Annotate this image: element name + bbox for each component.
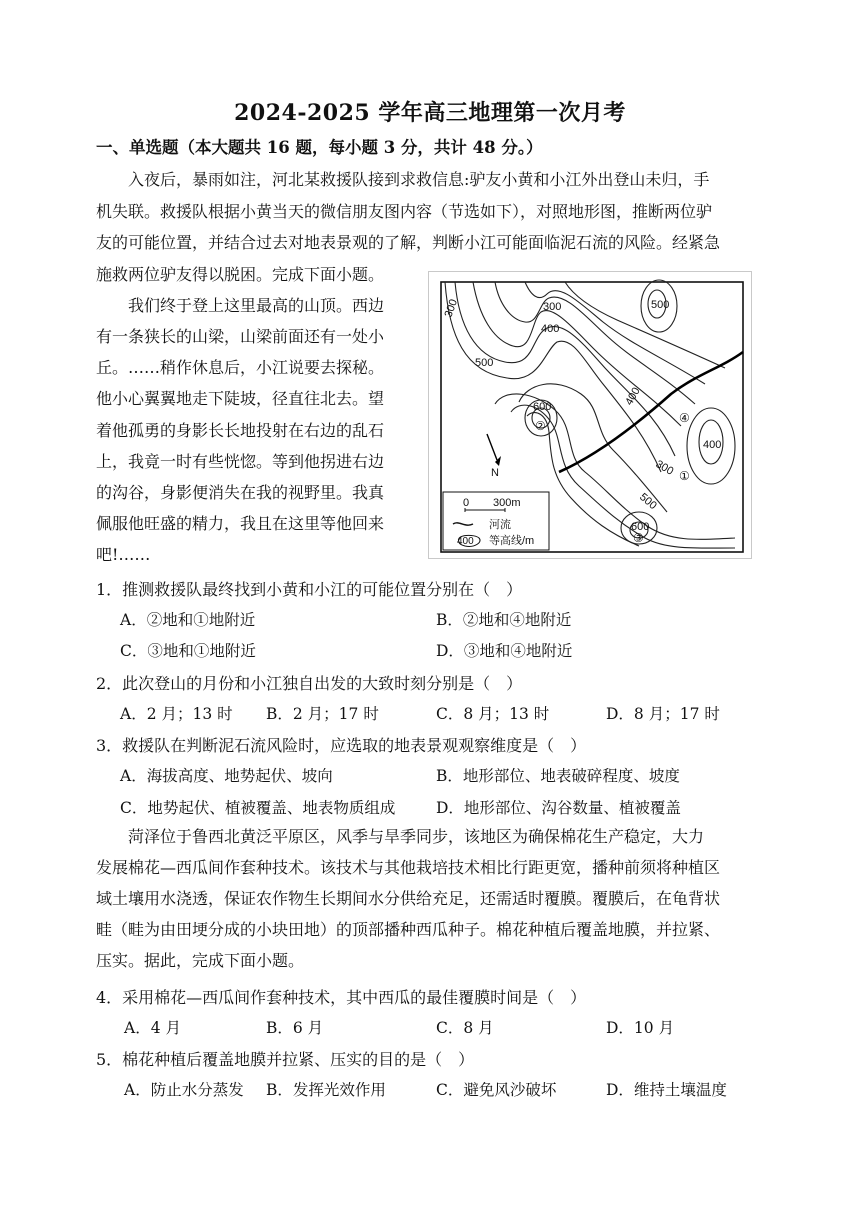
passage1-line-2: 机失联。救援队根据小黄当天的微信朋友图内容（节选如下），对照地形图，推断两位驴 <box>96 202 713 221</box>
passage2-line-5: 压实。据此，完成下面小题。 <box>96 951 305 970</box>
question-3-stem: 3．救援队在判断泥石流风险时，应选取的地表景观观察维度是（ ） <box>96 736 587 755</box>
point-label-2: ② <box>535 419 546 433</box>
question-4-option-c[interactable]: C．8 月 <box>436 1019 494 1037</box>
question-4-stem: 4．采用棉花—西瓜间作套种技术，其中西瓜的最佳覆膜时间是（ ） <box>96 988 587 1007</box>
excerpt-line-1: 我们终于登上这里最高的山顶。西边 <box>128 296 385 315</box>
passage1-line-3: 友的可能位置，并结合过去对地表景观的了解，判断小江可能面临泥石流的风险。经紧急 <box>96 233 721 252</box>
question-2-option-d[interactable]: D．8 月；17 时 <box>606 705 720 723</box>
contour-label: 300 <box>442 297 461 320</box>
excerpt-line-3: 丘。……稍作休息后，小江说要去探秘。 <box>96 358 385 377</box>
question-5-option-b[interactable]: B．发挥光效作用 <box>266 1081 386 1099</box>
question-1-option-c[interactable]: C．③地和①地附近 <box>120 642 256 660</box>
legend-contour-value: 400 <box>457 536 474 547</box>
question-4-option-b[interactable]: B．6 月 <box>266 1019 324 1037</box>
passage1-line-1: 入夜后，暴雨如注，河北某救援队接到求救信息:驴友小黄和小江外出登山未归，手 <box>128 170 710 189</box>
question-4-option-d[interactable]: D．10 月 <box>606 1019 675 1037</box>
question-1-option-d[interactable]: D．③地和④地附近 <box>436 642 573 660</box>
scale-distance: 300m <box>493 497 521 509</box>
excerpt-line-2: 有一条狭长的山梁，山梁前面还有一处小 <box>96 327 385 346</box>
passage2-line-1: 菏泽位于鲁西北黄泛平原区，风季与旱季同步，该地区为确保棉花生产稳定，大力 <box>128 827 705 846</box>
contour-label: 400 <box>541 323 560 335</box>
excerpt-line-5: 着他孤勇的身影长长地投射在右边的乱石 <box>96 421 385 440</box>
page-title: 2024-2025 学年高三地理第一次月考 <box>234 100 626 126</box>
section-heading: 一、单选题（本大题共 16 题，每小题 3 分，共计 48 分。） <box>96 138 543 157</box>
question-1-option-a[interactable]: A．②地和①地附近 <box>120 611 256 629</box>
question-5-stem: 5．棉花种植后覆盖地膜并拉紧、压实的目的是（ ） <box>96 1050 475 1069</box>
question-1-stem: 1．推测救援队最终找到小黄和小江的可能位置分别在（ ） <box>96 580 523 599</box>
passage2-line-4: 畦（畦为由田埂分成的小块田地）的顶部播种西瓜种子。棉花种植后覆盖地膜，并拉紧、 <box>96 920 721 939</box>
north-arrow-icon <box>487 434 501 466</box>
question-2-option-a[interactable]: A．2 月；13 时 <box>120 705 233 723</box>
question-2-option-b[interactable]: B．2 月；17 时 <box>266 705 379 723</box>
excerpt-line-7: 的沟谷，身影便消失在我的视野里。我真 <box>96 483 385 502</box>
point-label-4: ④ <box>679 411 690 425</box>
question-2-option-c[interactable]: C．8 月；13 时 <box>436 705 550 723</box>
point-label-1: ① <box>679 469 690 483</box>
question-4-option-a[interactable]: A．4 月 <box>124 1019 181 1037</box>
contour-map-figure <box>435 276 747 556</box>
contour-line <box>455 282 675 456</box>
legend-contour-label: 等高线/m <box>489 535 535 547</box>
contour-label: 300 <box>543 301 562 313</box>
question-3-option-b[interactable]: B．地形部位、地表破碎程度、坡度 <box>436 767 680 785</box>
question-5-option-a[interactable]: A．防止水分蒸发 <box>124 1081 244 1099</box>
contour-map <box>428 271 752 559</box>
excerpt-line-8: 佩服他旺盛的精力，我且在这里等他回来 <box>96 514 385 533</box>
question-2-stem: 2．此次登山的月份和小江独自出发的大致时刻分别是（ ） <box>96 674 523 693</box>
question-3-option-d[interactable]: D．地形部位、沟谷数量、植被覆盖 <box>436 799 681 817</box>
scale-zero: 0 <box>463 497 470 509</box>
contour-label: 600 <box>631 521 650 533</box>
contour-label: 300 <box>653 458 676 478</box>
north-label: N <box>491 467 499 479</box>
excerpt-line-6: 上，我竟一时有些恍惚。等到他拐进右边 <box>96 452 385 471</box>
contour-label: 500 <box>651 299 670 311</box>
contour-label: 500 <box>475 357 494 369</box>
contour-label: 400 <box>703 439 722 451</box>
point-label-3: ③ <box>633 531 644 545</box>
passage1-line-4: 施救两位驴友得以脱困。完成下面小题。 <box>96 265 385 284</box>
question-5-option-d[interactable]: D．维持土壤温度 <box>606 1081 727 1099</box>
contour-label: 400 <box>623 385 643 408</box>
contour-line <box>565 282 725 368</box>
passage2-line-2: 发展棉花—西瓜间作套种技术。该技术与其他栽培技术相比行距更宽，播种前须将种植区 <box>96 858 721 877</box>
contour-label: 600 <box>533 401 552 413</box>
passage2-line-3: 域土壤用水浇透，保证农作物生长期间水分供给充足，还需适时覆膜。覆膜后，在龟背状 <box>96 889 721 908</box>
contour-line <box>473 282 681 426</box>
question-3-option-c[interactable]: C．地势起伏、植被覆盖、地表物质组成 <box>120 799 396 817</box>
question-5-option-c[interactable]: C．避免风沙破坏 <box>436 1081 557 1099</box>
contour-label: 500 <box>637 491 659 513</box>
question-1-option-b[interactable]: B．②地和④地附近 <box>436 611 572 629</box>
excerpt-line-4: 他小心翼翼地走下陡坡，径直往北去。望 <box>96 389 385 408</box>
question-3-option-a[interactable]: A．海拔高度、地势起伏、坡向 <box>120 767 333 785</box>
legend-river-label: 河流 <box>489 519 511 531</box>
excerpt-line-9: 吧!…… <box>96 545 151 564</box>
